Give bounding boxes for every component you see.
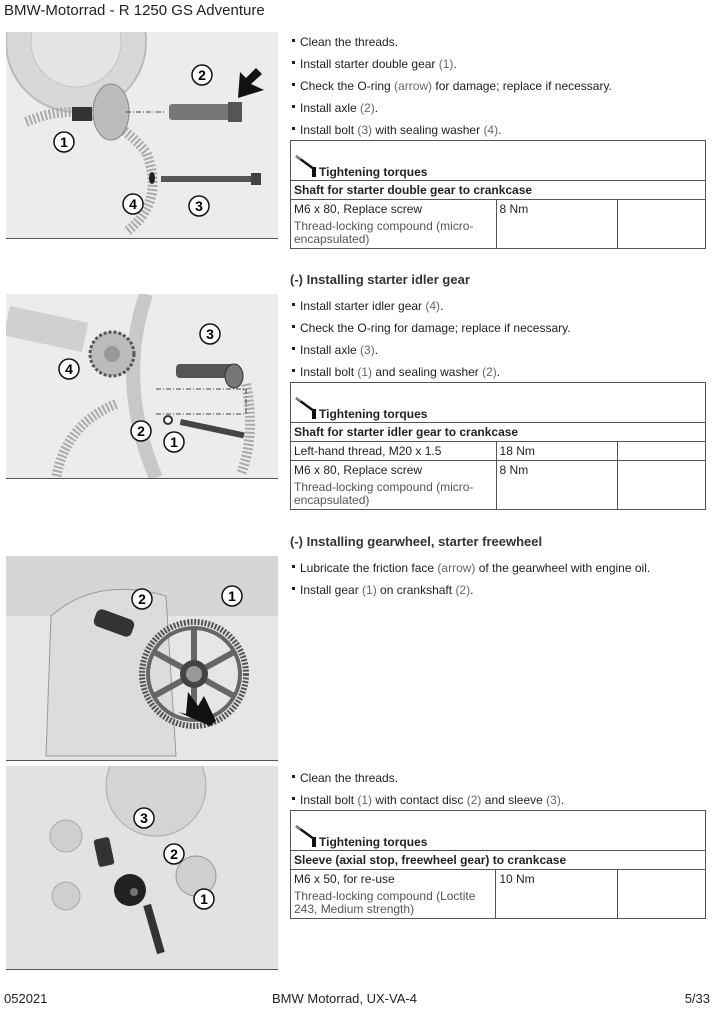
step: Install bolt (1) and sealing washer (2).: [290, 365, 706, 379]
torque-subject: Shaft for starter double gear to crankcase: [291, 181, 706, 200]
callout-2: [192, 65, 212, 85]
illustration: [6, 294, 278, 478]
callout-3: [134, 808, 154, 828]
section-starter-double-gear: [290, 35, 706, 249]
callout-1: [194, 889, 214, 909]
section-heading: (-) Installing gearwheel, starter freewheel: [290, 534, 543, 549]
torque-row: M6 x 50, for re-use Thread-locking compound (Loctite 243, Medium strength) 10 Nm: [291, 870, 706, 919]
section-sleeve-axial-stop: [290, 771, 706, 919]
callout-4: [59, 359, 79, 379]
footer-date: 052021: [4, 991, 48, 1006]
torque-row: Left-hand thread, M20 x 1.5 18 Nm: [291, 442, 706, 461]
svg-text:4: 4: [65, 361, 73, 377]
section-heading: (-) Installing starter idler gear: [290, 272, 470, 287]
callout-3: [189, 196, 209, 216]
step: Install axle (2).: [290, 101, 706, 115]
torque-table: [290, 382, 706, 510]
footer-publication: BMW Motorrad, UX-VA-4: [272, 991, 417, 1006]
step: Check the O-ring (arrow) for damage; replace if necessary.: [290, 79, 706, 93]
torque-wrench-icon: [294, 153, 320, 179]
svg-text:1: 1: [200, 891, 208, 907]
step: Install bolt (3) with sealing washer (4).: [290, 123, 706, 137]
figure-gearwheel-freewheel: [6, 556, 278, 761]
torque-subject: Sleeve (axial stop, freewheel gear) to crankcase: [291, 851, 706, 870]
step: Install gear (1) on crankshaft (2).: [290, 583, 706, 597]
section-starter-idler-gear: [290, 272, 706, 510]
document-title: BMW-Motorrad - R 1250 GS Adventure: [4, 2, 265, 19]
torque-row: M6 x 80, Replace screw Thread-locking compound (micro-encapsulated) 8 Nm: [291, 461, 706, 510]
section-gearwheel-freewheel: [290, 534, 706, 605]
svg-text:1: 1: [60, 134, 68, 150]
torque-table-header: Tightening torques: [291, 811, 706, 851]
figure-starter-double-gear: [6, 32, 278, 239]
callout-2: [164, 844, 184, 864]
step: Clean the threads.: [290, 35, 706, 49]
illustration: [6, 32, 278, 238]
svg-text:2: 2: [170, 846, 178, 862]
footer-page-number: 5/33: [684, 991, 710, 1006]
callout-3: [200, 324, 220, 344]
svg-text:3: 3: [206, 326, 214, 342]
step: Clean the threads.: [290, 771, 706, 785]
callout-2: [131, 421, 151, 441]
illustration: [6, 556, 278, 760]
step: Install axle (3).: [290, 343, 706, 357]
torque-table-header: Tightening torques: [291, 141, 706, 181]
svg-text:1: 1: [228, 588, 236, 604]
torque-row: M6 x 80, Replace screw Thread-locking compound (micro-encapsulated) 8 Nm: [291, 200, 706, 249]
torque-subject: Shaft for starter idler gear to crankcase: [291, 423, 706, 442]
callout-1: [164, 432, 184, 452]
svg-text:2: 2: [137, 423, 145, 439]
step: Install starter idler gear (4).: [290, 299, 706, 313]
callout-2: [132, 589, 152, 609]
torque-wrench-icon: [294, 823, 320, 849]
torque-table: [290, 810, 706, 919]
figure-starter-idler-gear: [6, 294, 278, 479]
torque-wrench-icon: [294, 395, 320, 421]
torque-table-header: Tightening torques: [291, 383, 706, 423]
svg-text:1: 1: [170, 434, 178, 450]
callout-4: [123, 194, 143, 214]
step: Check the O-ring for damage; replace if necessary.: [290, 321, 706, 335]
step: Install starter double gear (1).: [290, 57, 706, 71]
step: Lubricate the friction face (arrow) of the gearwheel with engine oil.: [290, 561, 706, 575]
svg-text:3: 3: [195, 198, 203, 214]
step: Install bolt (1) with contact disc (2) and sleeve (3).: [290, 793, 706, 807]
svg-text:2: 2: [138, 591, 146, 607]
svg-text:3: 3: [140, 810, 148, 826]
figure-sleeve-axial-stop: [6, 766, 278, 970]
torque-table: [290, 140, 706, 249]
illustration: [6, 766, 278, 969]
svg-text:4: 4: [129, 196, 137, 212]
callout-1: [222, 586, 242, 606]
callout-1: [54, 132, 74, 152]
svg-text:2: 2: [198, 67, 206, 83]
